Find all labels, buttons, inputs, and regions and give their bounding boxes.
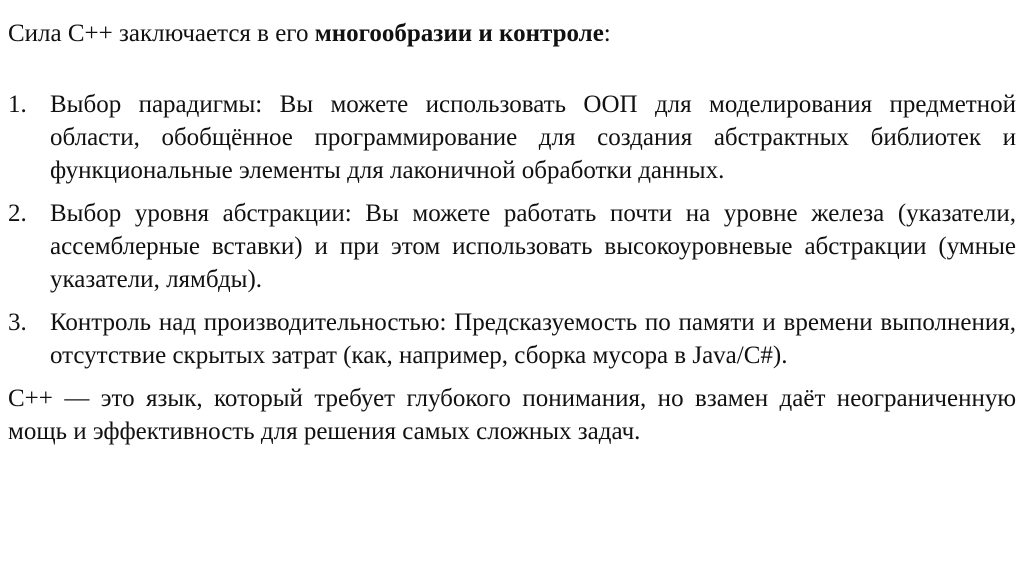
numbered-list <box>8 88 1016 372</box>
list-item <box>8 88 1016 187</box>
intro-paragraph <box>8 18 1016 50</box>
conclusion-paragraph: C++ — это язык, который требует глубокого понимания, но взамен даёт неограниченную мощь и эффективность для решения самых сложных задач. <box>8 385 1016 445</box>
list-item-text: Выбор уровня абстракции: Вы можете работать почти на уровне железа (указатели, ассемблерные вставки) и при этом использовать высокоуровневые абстракции (умные указатели, лямбды). <box>50 200 1016 293</box>
list-item-number: 1. <box>8 91 27 118</box>
list-item-number: 2. <box>8 200 27 227</box>
intro-prefix: Сила C++ заключается в его <box>8 20 315 47</box>
list-item <box>8 197 1016 296</box>
slide-content <box>8 18 1016 448</box>
intro-emphasis: многообразии и контроле <box>314 20 604 47</box>
intro-suffix: : <box>603 20 611 47</box>
list-item <box>8 306 1016 372</box>
list-item-number: 3. <box>8 309 27 336</box>
list-item-text: Контроль над производительностью: Предсказуемость по памяти и времени выполнения, отсутствие скрытых затрат (как, например, сборка мусора в Java/C#). <box>50 309 1016 369</box>
list-item-text: Выбор парадигмы: Вы можете использовать ООП для моделирования предметной области, обобщённое программирование для создания абстрактных библиотек и функциональные элементы для лаконичной обработки данных. <box>50 91 1016 184</box>
